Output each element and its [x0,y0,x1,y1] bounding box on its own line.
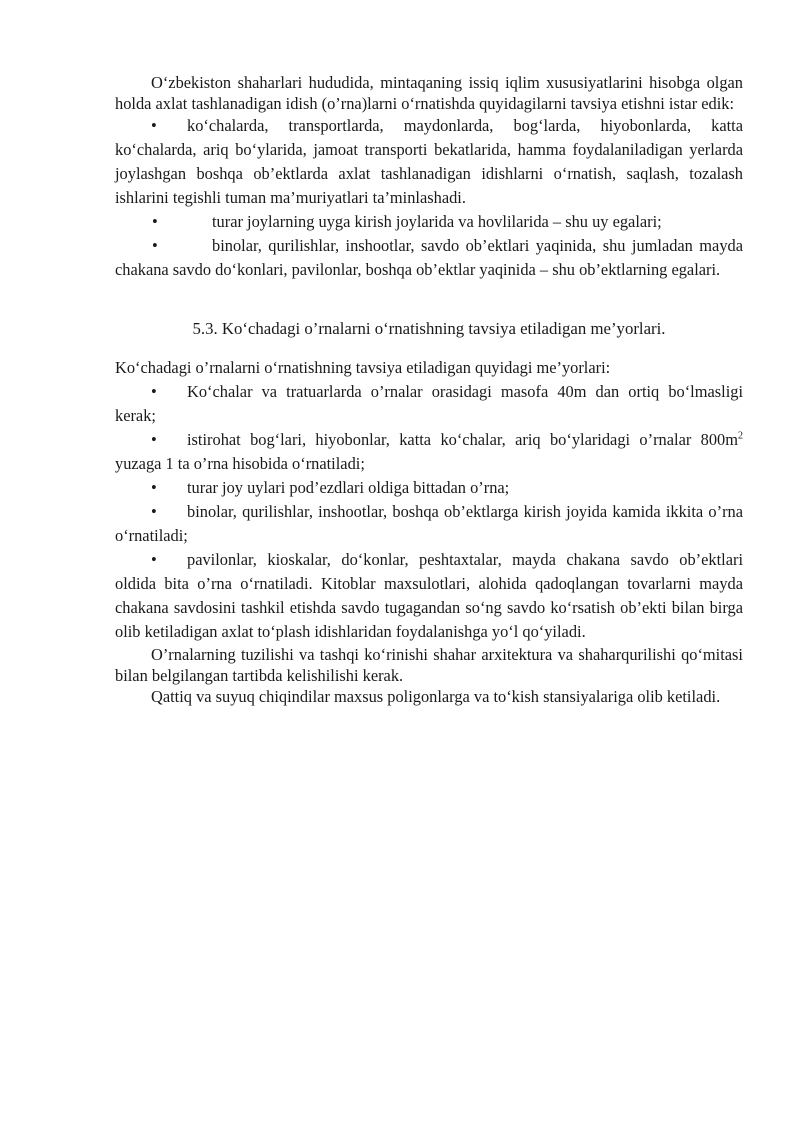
list-item-text: istirohat bog‘lari, hiyobonlar, katta ko‘chalar, ariq bo‘ylaridagi o’rnalar 800m [187,430,738,449]
bullet-icon: • [151,430,157,449]
bullet-icon: • [152,212,158,231]
list-item [115,234,743,282]
list-item-text: binolar, qurilishlar, inshootlar, savdo ob’ektlari yaqinida, shu jumladan mayda chakana savdo do‘konlari, pavilonlar, boshqa ob’ektlar yaqinida – shu ob’ektlarning egalari. [115,236,743,279]
list-item [115,548,743,644]
list-item [115,210,743,234]
bullet-icon: • [151,502,157,521]
list-item-text: turar joy uylari pod’ezdlari oldiga bittadan o’rna; [187,478,510,497]
intro-paragraph: O‘zbekiston shaharlari hududida, mintaqaning issiq iqlim xususiyatlarini hisobga olgan holda axlat tashlanadigan idish (o’rna)larni o‘rnatishda quyidagilarni tavsiya etishni istar edik: [115,73,743,113]
list-item [115,380,743,428]
bullet-icon: • [151,550,157,569]
bullet-icon: • [152,236,158,255]
document-page [115,72,743,707]
bullet-icon: • [151,116,157,135]
superscript: 2 [738,430,743,442]
list-item [115,114,743,210]
list-item [115,428,743,476]
list-item [115,500,743,548]
list-item-text: pavilonlar, kioskalar, do‘konlar, peshtaxtalar, mayda chakana savdo ob’ektlari oldida bita o’rna o‘rnatiladi. Kitoblar maxsulotlari, alohida qadoqlangan tovarlarni mayda chakana savdosini tashkil etishda savdo tugagandan so‘ng savdo ko‘rsatish ob’ekti bilan birga olib ketiladigan axlat to‘plash idishlaridan foydalanishga yo‘l qo‘yiladi. [115,550,743,641]
list-item [115,476,743,500]
body-paragraph: O’rnalarning tuzilishi va tashqi ko‘rinishi shahar arxitektura va shaharqurilishi qo‘mitasi bilan belgilangan tartibda kelishilishi kerak. [115,645,743,685]
body-paragraph: Qattiq va suyuq chiqindilar maxsus poligonlarga va to‘kish stansiyalariga olib ketiladi. [151,687,721,706]
list-item-text: ko‘chalarda, transportlarda, maydonlarda, bog‘larda, hiyobonlarda, katta ko‘chalarda, ariq bo‘ylarida, jamoat transporti bekatlarida, hamma foydalaniladigan yerlarda joylashgan boshqa ob’ektlarda axlat tashlanadigan idishlarni o‘rnatish, saqlash, tozalash ishlarini tegishli tuman ma’muriyatlari ta’minlashadi. [115,116,743,207]
bullet-icon: • [151,382,157,401]
list-item-text: Ko‘chalar va tratuarlarda o’rnalar orasidagi masofa 40m dan ortiq bo‘lmasligi kerak; [115,382,743,425]
bullet-icon: • [151,478,157,497]
section-heading: 5.3. Ko‘chadagi o’rnalarni o‘rnatishning tavsiya etiladigan me’yorlari. [192,319,666,338]
list-item-text: binolar, qurilishlar, inshootlar, boshqa ob’ektlarga kirish joyida kamida ikkita o’rna o‘rnatiladi; [115,502,743,545]
list-item-text: yuzaga 1 ta o’rna hisobida o‘rnatiladi; [115,454,365,473]
list-item-text: turar joylarning uyga kirish joylarida va hovlilarida – shu uy egalari; [212,212,662,231]
lead-paragraph: Ko‘chadagi o’rnalarni o‘rnatishning tavsiya etiladigan quyidagi me’yorlari: [115,358,611,377]
